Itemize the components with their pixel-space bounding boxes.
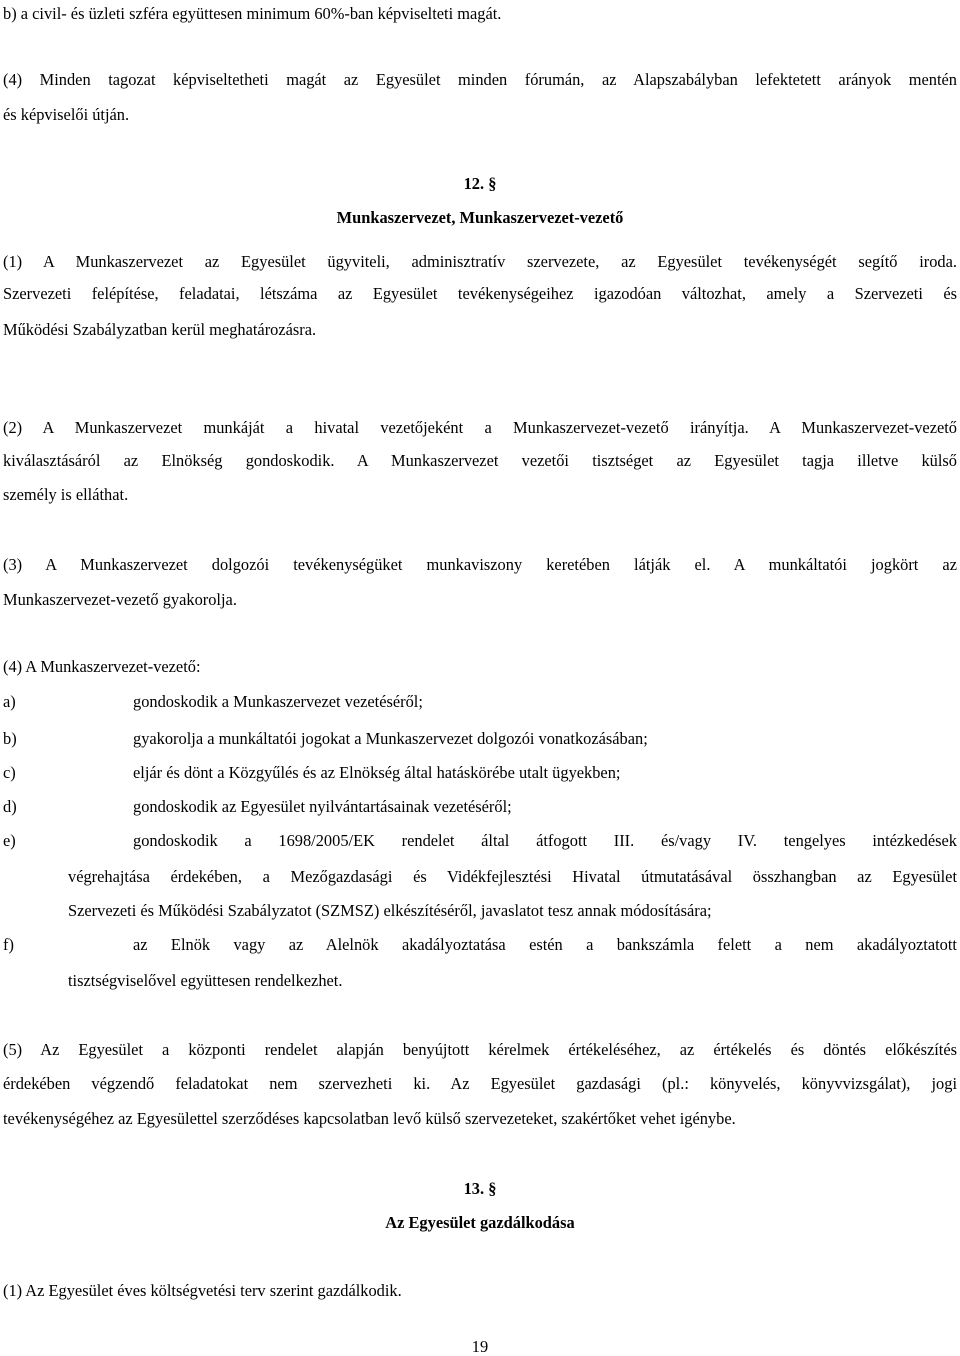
paragraph-sign: § — [488, 1179, 497, 1198]
text-line: (2) A Munkaszervezet munkáját a hivatal vezetőjeként a Munkaszervezet-vezető irányítja. A Munkaszervezet-vezető — [3, 418, 957, 437]
list-item: gondoskodik a 1698/2005/EK rendelet által átfogott III. és/vagy IV. tengelyes intézkedések — [133, 831, 957, 850]
section-title: Az Egyesület gazdálkodása — [385, 1213, 575, 1232]
text-line: (1) A Munkaszervezet az Egyesület ügyviteli, adminisztratív szervezete, az Egyesület tevékenységét segítő iroda. — [3, 252, 957, 271]
paragraph-sign: § — [488, 174, 497, 193]
text-line: Munkaszervezet-vezető gyakorolja. — [3, 590, 237, 609]
list-item-label: a) — [3, 692, 16, 711]
list-item: gondoskodik a Munkaszervezet vezetéséről; — [133, 692, 423, 711]
list-item: gyakorolja a munkáltatói jogokat a Munkaszervezet dolgozói vonatkozásában; — [133, 729, 648, 748]
list-item: eljár és dönt a Közgyűlés és az Elnökség által hatáskörébe utalt ügyekben; — [133, 763, 621, 782]
list-intro: (4) A Munkaszervezet-vezető: — [3, 657, 201, 676]
list-item-label: d) — [3, 797, 17, 816]
list-item-continuation: Szervezeti és Működési Szabályzatot (SZMSZ) elkészítéséről, javaslatot tesz annak módosítására; — [68, 901, 712, 920]
text-line: Működési Szabályzatban kerül meghatározásra. — [3, 320, 317, 339]
list-item-label: b) — [3, 729, 17, 748]
text-line: kiválasztásáról az Elnökség gondoskodik. A Munkaszervezet vezetői tisztséget az Egyesület tagja illetve külső — [3, 451, 957, 470]
text-line: érdekében végzendő feladatokat nem szervezheti ki. Az Egyesület gazdasági (pl.: könyvelés, könyvvizsgálat), jogi — [3, 1074, 957, 1093]
page-number: 19 — [471, 1337, 489, 1356]
text-line: és képviselői útján. — [3, 105, 130, 124]
list-item-continuation: tisztségviselővel együttesen rendelkezhet. — [68, 971, 343, 990]
list-item-label: f) — [3, 935, 14, 954]
list-item-label: c) — [3, 763, 16, 782]
list-item: az Elnök vagy az Alelnök akadályoztatása estén a bankszámla felett a nem akadályoztatott — [133, 935, 957, 954]
section-title: Munkaszervezet, Munkaszervezet-vezető — [336, 208, 624, 227]
section-heading-number — [0, 1181, 960, 1197]
text-line: (3) A Munkaszervezet dolgozói tevékenységüket munkaviszony keretében látják el. A munkáltatói jogkört az — [3, 555, 957, 574]
list-item: gondoskodik az Egyesület nyilvántartásainak vezetéséről; — [133, 797, 512, 816]
text-line: (5) Az Egyesület a központi rendelet alapján benyújtott kérelmek értékeléséhez, az értékelés és döntés előkészítés — [3, 1040, 957, 1059]
text-line: tevékenységéhez az Egyesülettel szerződéses kapcsolatban levő külső szervezeteket, szakértőket vehet igénybe. — [3, 1109, 736, 1128]
text-line: b) a civil- és üzleti szféra együttesen minimum 60%-ban képviselteti magát. — [3, 4, 502, 23]
section-number: 13. — [463, 1179, 485, 1198]
list-item-continuation: végrehajtása érdekében, a Mezőgazdasági és Vidékfejlesztési Hivatal útmutatásával összhangban az Egyesület — [68, 867, 957, 886]
section-heading-number — [0, 176, 960, 192]
text-line: Szervezeti felépítése, feladatai, létszáma az Egyesület tevékenységeihez igazodóan változhat, amely a Szervezeti és — [3, 284, 957, 303]
section-number: 12. — [463, 174, 485, 193]
text-line: személy is elláthat. — [3, 485, 129, 504]
text-line: (1) Az Egyesület éves költségvetési terv szerint gazdálkodik. — [3, 1281, 402, 1300]
text-line: (4) Minden tagozat képviseltetheti magát az Egyesület minden fórumán, az Alapszabályban lefektetett arányok mentén — [3, 70, 957, 89]
list-item-label: e) — [3, 831, 16, 850]
